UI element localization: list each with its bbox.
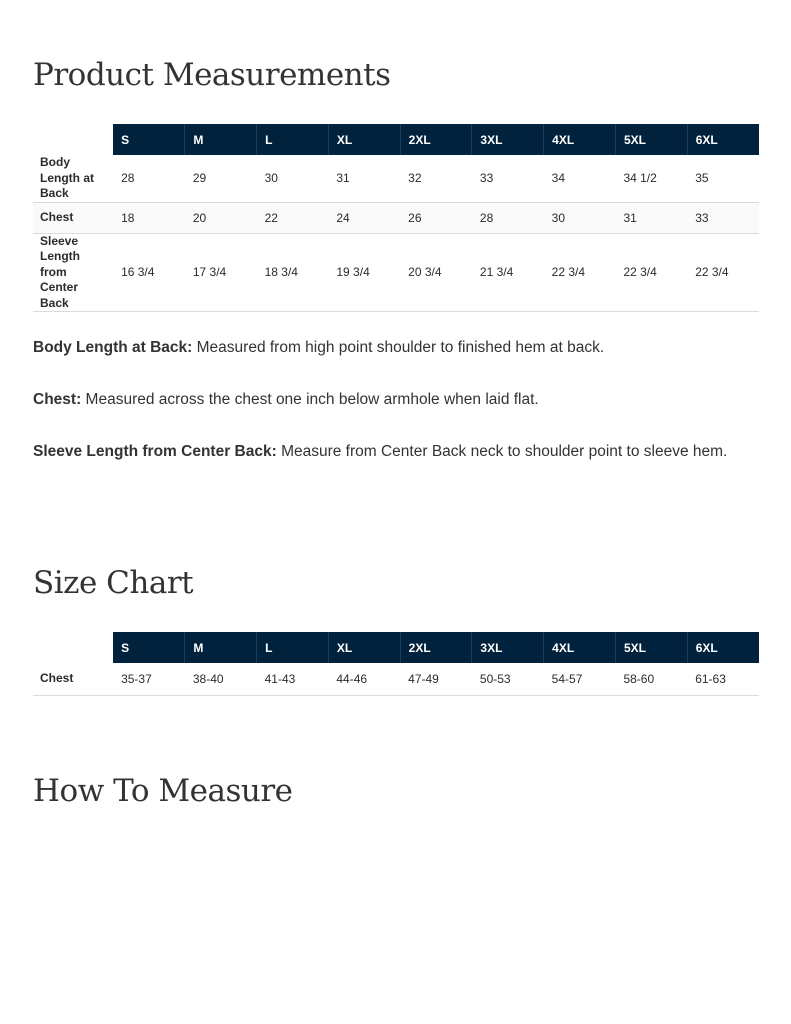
- table-cell: 24: [328, 202, 400, 233]
- table-cell: 17 3/4: [185, 233, 257, 312]
- how-to-measure-heading: How To Measure: [33, 773, 293, 809]
- table-row: [33, 233, 759, 312]
- sleeve-length-text: Measure from Center Back neck to shoulder point to sleeve hem.: [276, 443, 728, 460]
- table-cell: 61-63: [687, 663, 759, 695]
- header-size-xl: XL: [328, 632, 400, 663]
- table-cell: 29: [185, 155, 257, 202]
- table-cell: 38-40: [185, 663, 257, 695]
- table-header-row: [33, 124, 759, 155]
- table-cell: 19 3/4: [328, 233, 400, 312]
- sleeve-length-description: [33, 440, 733, 464]
- table-cell: 58-60: [615, 663, 687, 695]
- header-size-3xl: 3XL: [472, 124, 544, 155]
- table-cell: 28: [113, 155, 185, 202]
- table-cell: 16 3/4: [113, 233, 185, 312]
- header-size-s: S: [113, 124, 185, 155]
- header-blank-cell: [33, 632, 113, 663]
- table-cell: 31: [615, 202, 687, 233]
- table-cell: 33: [687, 202, 759, 233]
- header-size-s: S: [113, 632, 185, 663]
- table-cell: 22 3/4: [544, 233, 616, 312]
- table-cell: 35-37: [113, 663, 185, 695]
- table-cell: 44-46: [328, 663, 400, 695]
- header-size-4xl: 4XL: [544, 124, 616, 155]
- body-length-description: [33, 336, 759, 360]
- product-measurements-table: [33, 124, 759, 312]
- table-cell: 34 1/2: [615, 155, 687, 202]
- header-size-3xl: 3XL: [472, 632, 544, 663]
- table-cell: 30: [257, 155, 329, 202]
- table-cell: 50-53: [472, 663, 544, 695]
- table-row: [33, 155, 759, 202]
- body-length-text: Measured from high point shoulder to finished hem at back.: [192, 339, 605, 356]
- table-cell: 22: [257, 202, 329, 233]
- chest-description: [33, 388, 759, 412]
- header-size-4xl: 4XL: [544, 632, 616, 663]
- table-cell: 18: [113, 202, 185, 233]
- header-size-xl: XL: [328, 124, 400, 155]
- header-size-5xl: 5XL: [615, 632, 687, 663]
- header-size-m: M: [185, 124, 257, 155]
- table-cell: 32: [400, 155, 472, 202]
- table-header-row: [33, 632, 759, 663]
- header-size-2xl: 2XL: [400, 124, 472, 155]
- size-chart-heading: Size Chart: [33, 565, 194, 601]
- sleeve-length-term: Sleeve Length from Center Back:: [33, 443, 277, 460]
- row-label-chest: Chest: [33, 202, 113, 233]
- table-cell: 20 3/4: [400, 233, 472, 312]
- table-cell: 28: [472, 202, 544, 233]
- table-cell: 30: [544, 202, 616, 233]
- table-cell: 26: [400, 202, 472, 233]
- table-row: [33, 202, 759, 233]
- header-size-m: M: [185, 632, 257, 663]
- header-size-2xl: 2XL: [400, 632, 472, 663]
- table-cell: 22 3/4: [687, 233, 759, 312]
- table-cell: 31: [328, 155, 400, 202]
- table-cell: 41-43: [257, 663, 329, 695]
- table-cell: 20: [185, 202, 257, 233]
- row-label-body-length: Body Length at Back: [33, 155, 113, 202]
- header-size-6xl: 6XL: [687, 124, 759, 155]
- table-cell: 35: [687, 155, 759, 202]
- row-label-sleeve-length: Sleeve Length from Center Back: [33, 233, 113, 312]
- table-cell: 33: [472, 155, 544, 202]
- product-measurements-heading: Product Measurements: [33, 57, 391, 93]
- table-cell: 34: [544, 155, 616, 202]
- header-size-6xl: 6XL: [687, 632, 759, 663]
- chest-text: Measured across the chest one inch below armhole when laid flat.: [81, 391, 539, 408]
- table-cell: 22 3/4: [615, 233, 687, 312]
- size-chart-table: [33, 632, 759, 696]
- header-size-5xl: 5XL: [615, 124, 687, 155]
- table-cell: 54-57: [544, 663, 616, 695]
- header-size-l: L: [257, 632, 329, 663]
- table-cell: 21 3/4: [472, 233, 544, 312]
- header-blank-cell: [33, 124, 113, 155]
- chest-term: Chest:: [33, 391, 82, 408]
- table-cell: 18 3/4: [257, 233, 329, 312]
- header-size-l: L: [257, 124, 329, 155]
- table-row: [33, 663, 759, 695]
- body-length-term: Body Length at Back:: [33, 339, 193, 356]
- table-cell: 47-49: [400, 663, 472, 695]
- row-label-chest: Chest: [33, 663, 113, 695]
